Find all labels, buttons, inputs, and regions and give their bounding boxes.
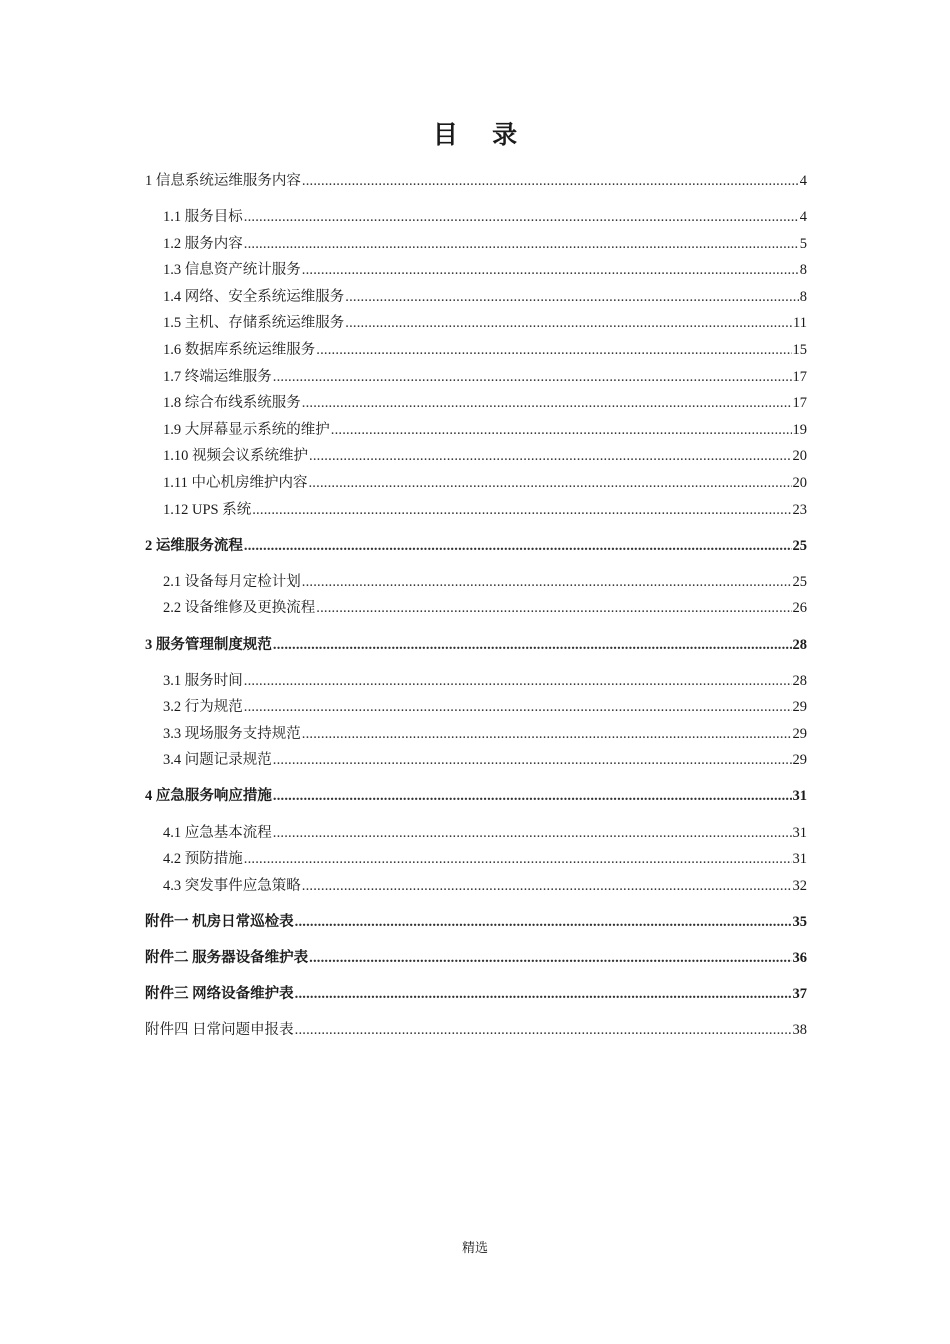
toc-dot-leader <box>273 747 792 774</box>
toc-entry-label: 1.3 信息资产统计服务 <box>163 262 301 279</box>
toc-subsection-entry[interactable] <box>145 694 807 721</box>
toc-page-number: 15 <box>792 342 807 359</box>
toc-entry-label: 附件一 机房日常巡检表 <box>145 913 294 930</box>
toc-entry-label: 1.7 终端运维服务 <box>163 368 272 385</box>
toc-section-entry[interactable] <box>145 945 807 972</box>
toc-entry-label: 3 服务管理制度规范 <box>145 636 272 653</box>
toc-section-entry[interactable] <box>145 783 807 810</box>
toc-dot-leader <box>252 497 791 524</box>
toc-entry-label: 附件三 网络设备维护表 <box>145 986 294 1003</box>
toc-page-number: 17 <box>792 395 807 412</box>
toc-page-number: 11 <box>793 315 807 332</box>
toc-entry-label: 1.9 大屏幕显示系统的维护 <box>163 421 330 438</box>
page-title: 目 录 <box>432 122 532 149</box>
toc-dot-leader <box>302 168 799 195</box>
toc-page-number: 4 <box>799 173 807 189</box>
toc-entry-label: 1.4 网络、安全系统运维服务 <box>163 288 345 305</box>
toc-entry-label: 2 运维服务流程 <box>145 537 243 554</box>
toc-page-number: 5 <box>799 235 807 252</box>
toc-dot-leader <box>316 337 791 364</box>
toc-dot-leader <box>302 569 792 596</box>
toc-page-number: 31 <box>792 851 807 868</box>
toc-entry-label: 2.1 设备每月定检计划 <box>163 573 301 590</box>
toc-entry-label: 1 信息系统运维服务内容 <box>145 173 301 189</box>
toc-entry-label: 3.2 行为规范 <box>163 699 243 716</box>
toc-subsection-entry[interactable] <box>145 470 807 497</box>
toc-subsection-entry[interactable] <box>145 337 807 364</box>
toc-subsection-entry[interactable] <box>145 721 807 748</box>
toc-dot-leader <box>295 981 792 1008</box>
toc-page-number: 29 <box>792 725 807 742</box>
toc-page-number: 8 <box>799 262 807 279</box>
toc-page-number: 31 <box>792 824 807 841</box>
toc-dot-leader <box>345 284 799 311</box>
toc-entry-label: 3.1 服务时间 <box>163 672 243 689</box>
toc-section-entry[interactable] <box>145 981 807 1008</box>
toc-dot-leader <box>309 945 791 972</box>
toc-subsection-entry[interactable] <box>145 310 807 337</box>
toc-section-entry[interactable] <box>145 1017 807 1044</box>
toc-subsection-entry[interactable] <box>145 873 807 900</box>
toc-subsection-entry[interactable] <box>145 443 807 470</box>
toc-entry-label: 3.4 问题记录规范 <box>163 752 272 769</box>
toc-page-number: 17 <box>792 368 807 385</box>
toc-entry-label: 1.6 数据库系统运维服务 <box>163 342 316 359</box>
toc-page-number: 20 <box>792 448 807 465</box>
toc-subsection-entry[interactable] <box>145 595 807 622</box>
toc-page-number: 26 <box>792 600 807 617</box>
toc-entry-label: 1.1 服务目标 <box>163 209 243 226</box>
toc-subsection-entry[interactable] <box>145 204 807 231</box>
toc-subsection-entry[interactable] <box>145 820 807 847</box>
toc-section-entry[interactable] <box>145 533 807 560</box>
toc-dot-leader <box>345 310 792 337</box>
toc-page-number: 28 <box>792 636 807 653</box>
toc-page-number: 37 <box>792 986 807 1003</box>
toc-subsection-entry[interactable] <box>145 231 807 258</box>
toc-section-entry[interactable] <box>145 909 807 936</box>
toc-page-number: 20 <box>792 475 807 492</box>
toc-dot-leader <box>295 909 792 936</box>
toc-section-entry[interactable] <box>145 632 807 659</box>
page-footer: 精选 <box>461 1240 488 1255</box>
toc-page-number: 19 <box>792 421 807 438</box>
toc-dot-leader <box>244 846 792 873</box>
toc-subsection-entry[interactable] <box>145 417 807 444</box>
toc-entry-label: 1.11 中心机房维护内容 <box>163 475 308 492</box>
toc-entry-label: 1.8 综合布线系统服务 <box>163 395 301 412</box>
toc-page-number: 35 <box>792 913 807 930</box>
toc-subsection-entry[interactable] <box>145 569 807 596</box>
toc-entry-label: 4.2 预防措施 <box>163 851 243 868</box>
toc-dot-leader <box>273 364 792 391</box>
table-of-contents <box>145 168 807 1044</box>
toc-dot-leader <box>331 417 792 444</box>
toc-page-number: 4 <box>799 209 807 226</box>
toc-subsection-entry[interactable] <box>145 390 807 417</box>
toc-subsection-entry[interactable] <box>145 497 807 524</box>
toc-dot-leader <box>295 1017 792 1044</box>
toc-entry-label: 1.5 主机、存储系统运维服务 <box>163 315 345 332</box>
toc-dot-leader <box>244 694 792 721</box>
toc-subsection-entry[interactable] <box>145 668 807 695</box>
toc-entry-label: 附件二 服务器设备维护表 <box>145 949 309 966</box>
toc-entry-label: 4.1 应急基本流程 <box>163 824 272 841</box>
toc-dot-leader <box>273 632 792 659</box>
toc-dot-leader <box>302 390 792 417</box>
toc-entry-label: 附件四 日常问题申报表 <box>145 1022 294 1039</box>
toc-page-number: 25 <box>792 573 807 590</box>
toc-subsection-entry[interactable] <box>145 846 807 873</box>
toc-subsection-entry[interactable] <box>145 747 807 774</box>
toc-page-number: 32 <box>792 877 807 894</box>
toc-entry-label: 4 应急服务响应措施 <box>145 788 272 805</box>
toc-subsection-entry[interactable] <box>145 284 807 311</box>
toc-entry-label: 1.2 服务内容 <box>163 235 243 252</box>
toc-page-number: 38 <box>792 1022 807 1039</box>
toc-entry-label: 3.3 现场服务支持规范 <box>163 725 301 742</box>
toc-dot-leader <box>244 668 792 695</box>
toc-dot-leader <box>302 873 792 900</box>
toc-dot-leader <box>244 204 799 231</box>
toc-entry-label: 2.2 设备维修及更换流程 <box>163 600 316 617</box>
toc-page-number: 28 <box>792 672 807 689</box>
toc-page-number: 36 <box>792 949 807 966</box>
toc-page-number: 29 <box>792 699 807 716</box>
toc-subsection-entry[interactable] <box>145 257 807 284</box>
toc-page-number: 31 <box>792 788 807 805</box>
toc-dot-leader <box>309 443 792 470</box>
toc-dot-leader <box>302 721 792 748</box>
toc-page-number: 29 <box>792 752 807 769</box>
toc-dot-leader <box>244 231 799 258</box>
toc-page-number: 25 <box>792 537 807 554</box>
toc-dot-leader <box>316 595 791 622</box>
toc-entry-label: 4.3 突发事件应急策略 <box>163 877 301 894</box>
toc-dot-leader <box>273 820 792 847</box>
toc-page-number: 23 <box>792 501 807 518</box>
toc-subsection-entry[interactable] <box>145 364 807 391</box>
toc-dot-leader <box>308 470 791 497</box>
toc-dot-leader <box>273 783 792 810</box>
toc-dot-leader <box>302 257 799 284</box>
toc-entry-label: 1.12 UPS 系统 <box>163 501 252 518</box>
toc-dot-leader <box>244 533 792 560</box>
toc-section-entry[interactable] <box>145 168 807 195</box>
toc-page-number: 8 <box>799 288 807 305</box>
toc-entry-label: 1.10 视频会议系统维护 <box>163 448 308 465</box>
